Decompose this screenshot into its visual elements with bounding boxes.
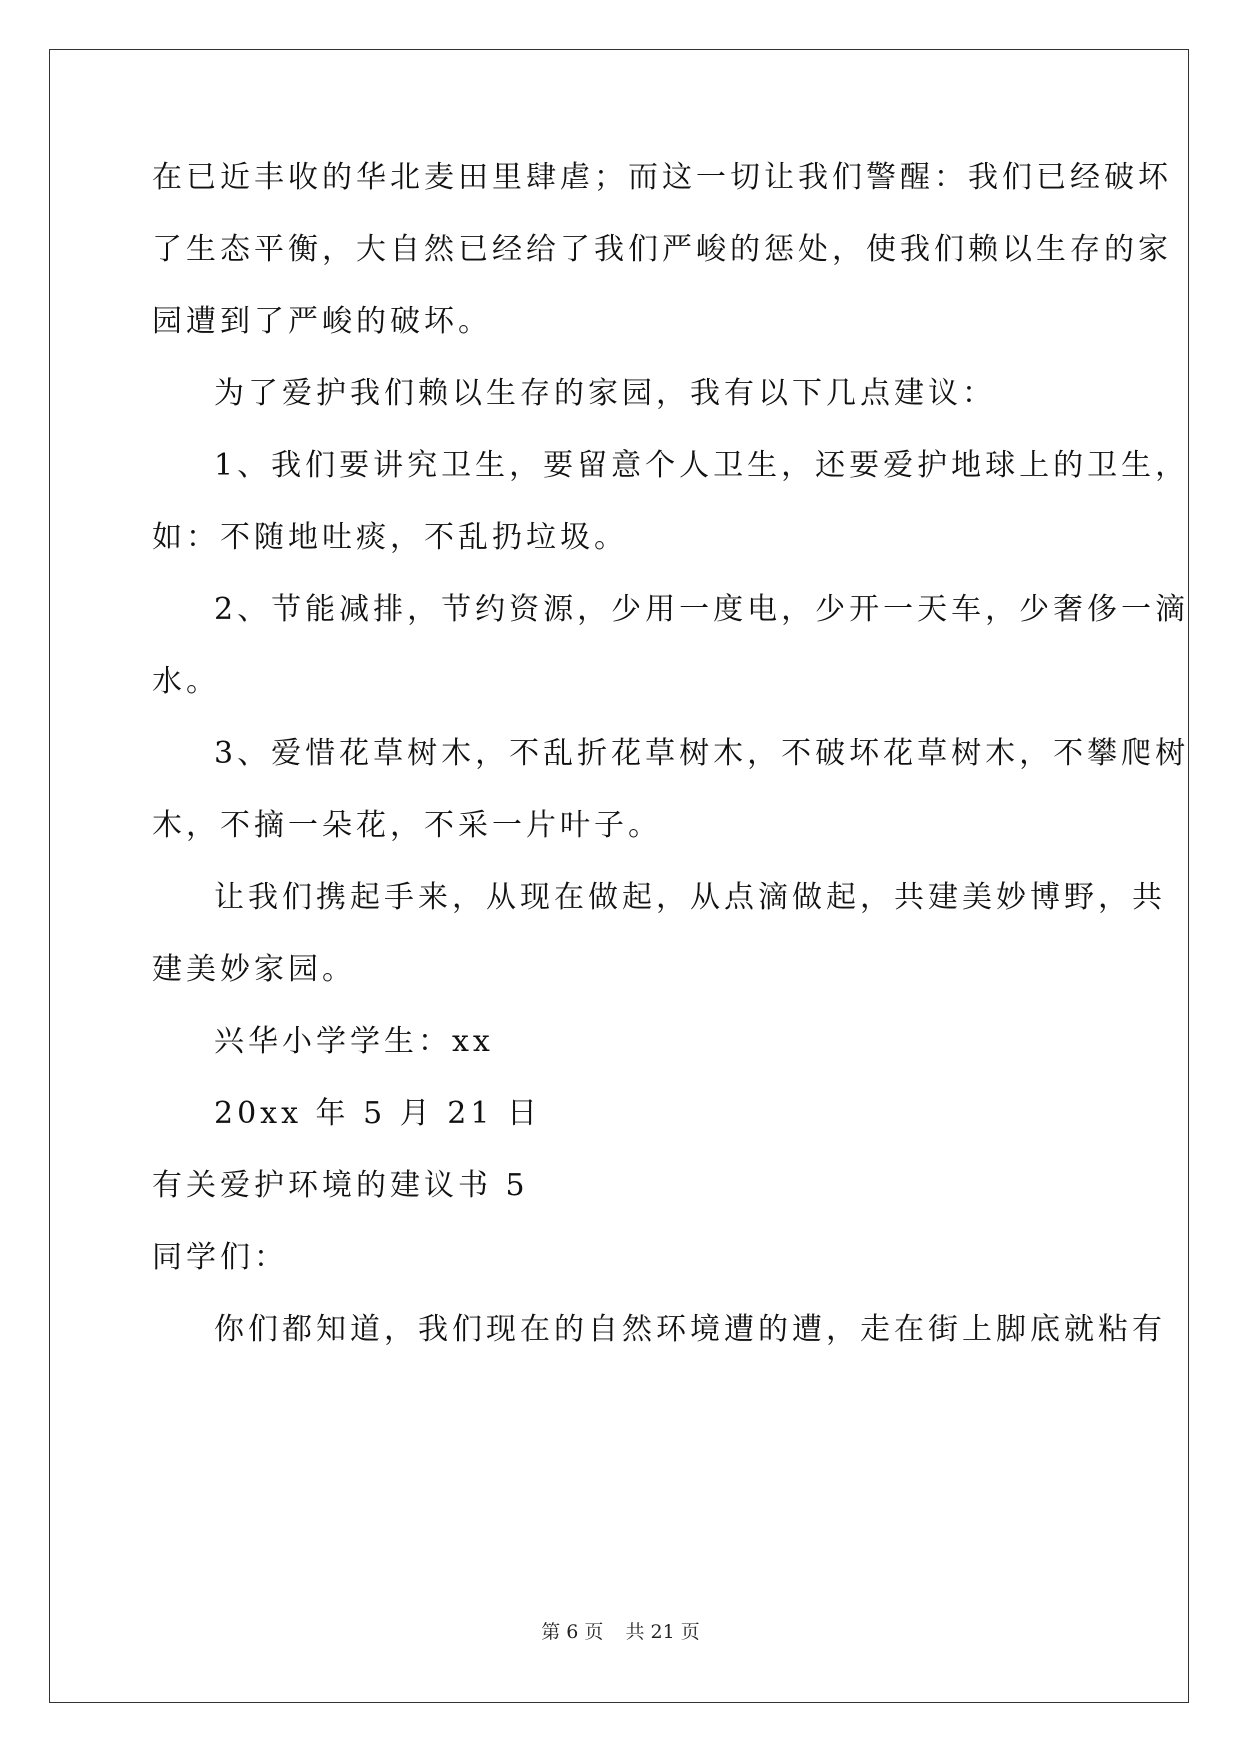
body-line: 建美妙家园。 bbox=[152, 952, 356, 987]
body-line: 水。 bbox=[152, 664, 220, 699]
body-line: 2、节能减排，节约资源，少用一度电，少开一天车，少奢侈一滴 bbox=[214, 592, 1190, 627]
body-line: 3、爱惜花草树木，不乱折花草树木，不破坏花草树木，不攀爬树 bbox=[214, 736, 1190, 771]
body-line: 1、我们要讲究卫生，要留意个人卫生，还要爱护地球上的卫生， bbox=[214, 448, 1190, 483]
body-line: 如：不随地吐痰，不乱扔垃圾。 bbox=[152, 520, 628, 555]
page-total: 共 21 页 bbox=[625, 1621, 700, 1643]
date-line: 20xx 年 5 月 21 日 bbox=[214, 1096, 541, 1131]
section-title: 有关爱护环境的建议书 5 bbox=[152, 1168, 529, 1203]
signature-line: 兴华小学学生：xx bbox=[214, 1024, 494, 1059]
page-border bbox=[49, 49, 1189, 1703]
body-line: 在已近丰收的华北麦田里肆虐；而这一切让我们警醒：我们已经破坏 bbox=[152, 160, 1172, 195]
page-number: 第 6 页 bbox=[541, 1621, 604, 1643]
body-line: 让我们携起手来，从现在做起，从点滴做起，共建美妙博野，共 bbox=[214, 880, 1166, 915]
page-footer bbox=[0, 1620, 1241, 1644]
body-line: 木，不摘一朵花，不采一片叶子。 bbox=[152, 808, 662, 843]
body-line: 了生态平衡，大自然已经给了我们严峻的惩处，使我们赖以生存的家 bbox=[152, 232, 1172, 267]
body-line: 你们都知道，我们现在的自然环境遭的遭，走在街上脚底就粘有 bbox=[214, 1312, 1166, 1347]
body-line: 为了爱护我们赖以生存的家园，我有以下几点建议： bbox=[214, 376, 996, 411]
body-line: 园遭到了严峻的破坏。 bbox=[152, 304, 492, 339]
salutation: 同学们： bbox=[152, 1240, 288, 1275]
